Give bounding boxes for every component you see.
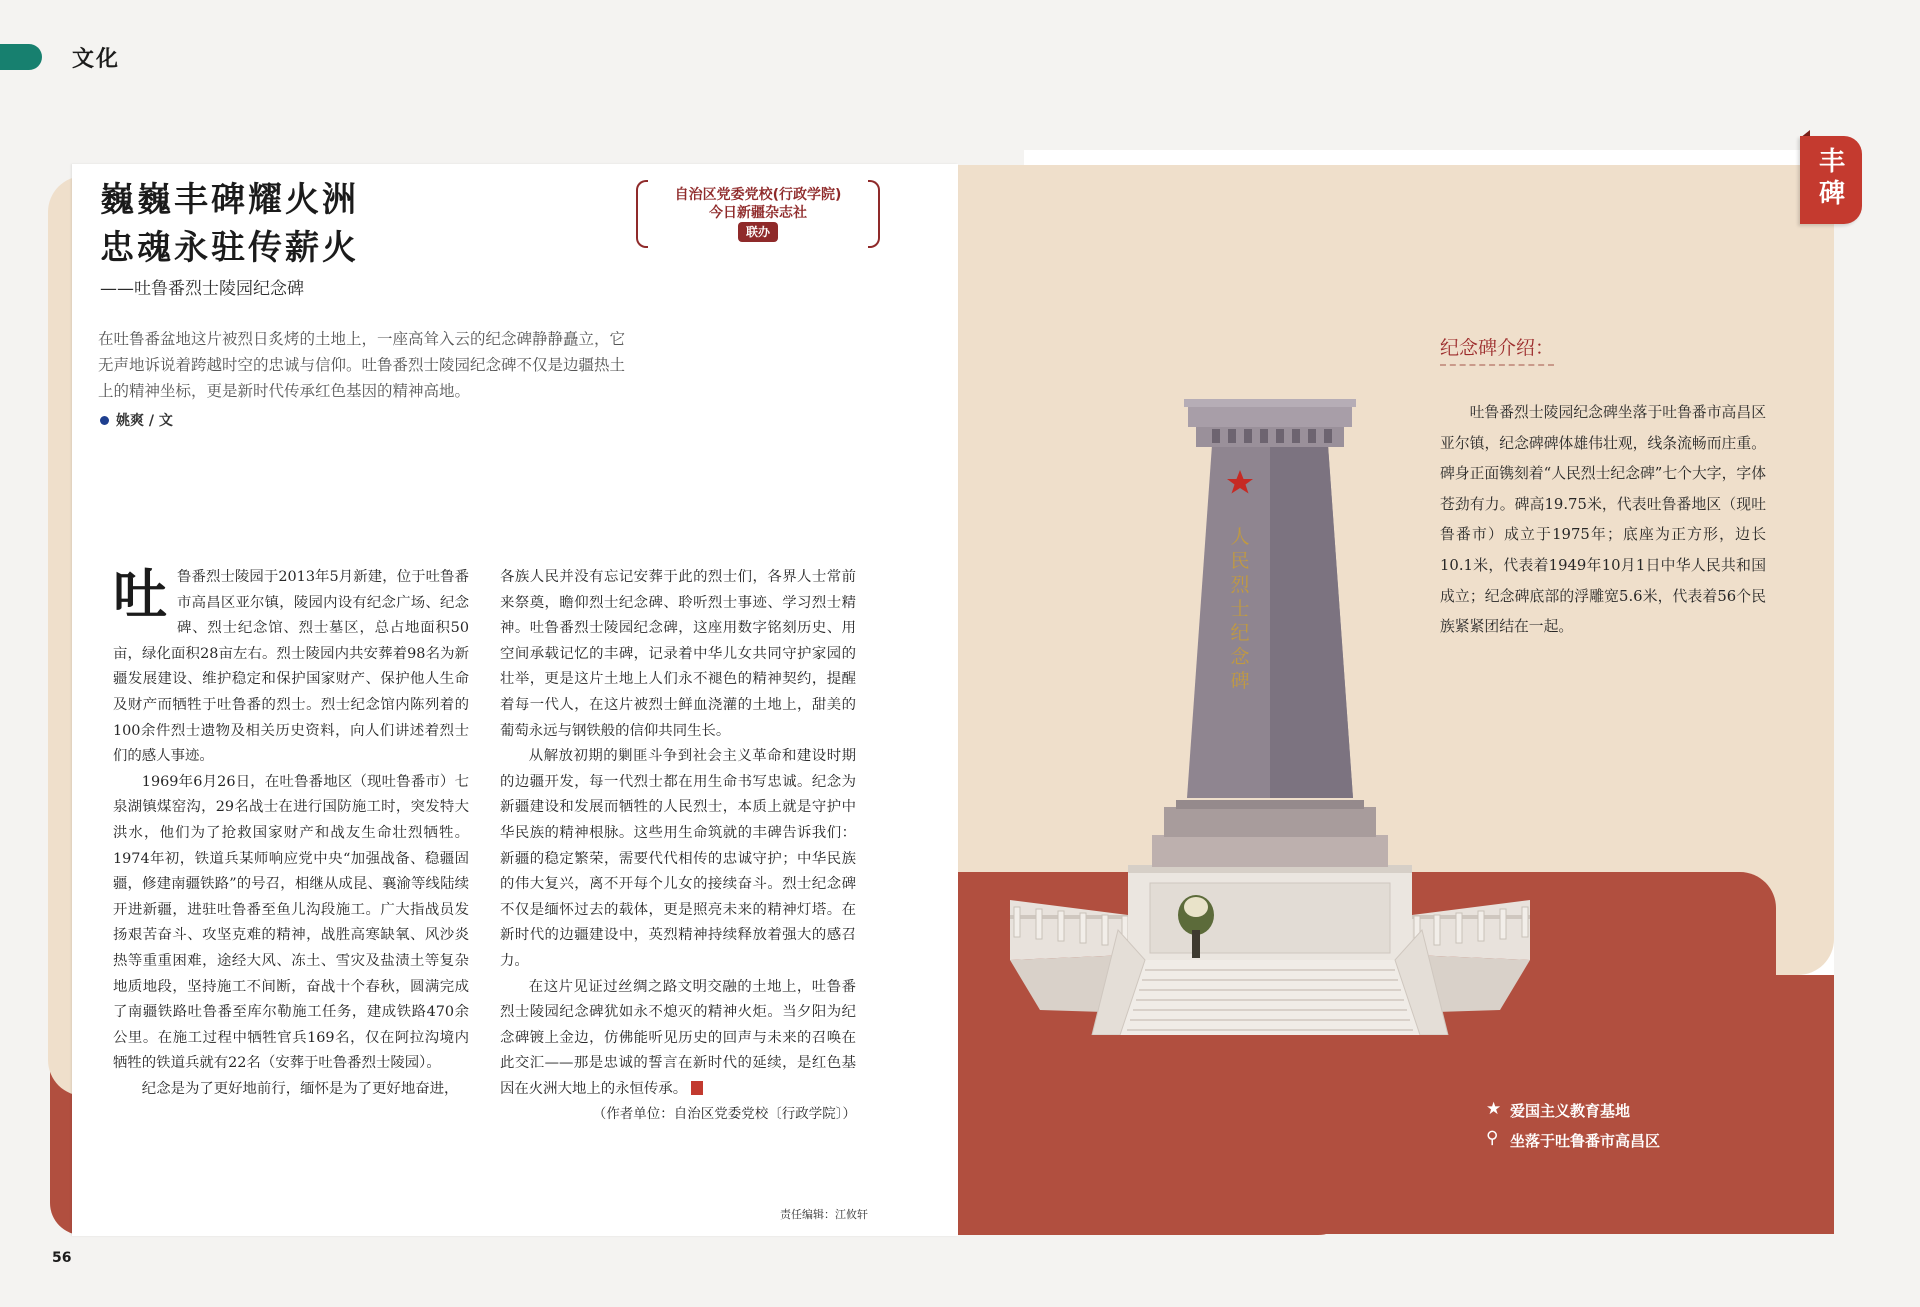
paragraph: 各族人民并没有忘记安葬于此的烈士们，各界人士常前来祭奠，瞻仰烈士纪念碑、聆听烈士事迹、学习烈士精神。吐鲁番烈士陵园纪念碑，这座用数字铭刻历史、用空间承载记忆的丰碑，记录着中华儿女共同守护家园的壮举，更是这片土地上人们永不褪色的精神契约，提醒着每一代人，在这片被烈士鲜血浇灌的土地上，甜美的葡萄永远与钢铁般的信仰共同生长。: [500, 569, 856, 739]
end-mark-icon: [691, 1081, 703, 1095]
inscription-char: 士: [1230, 598, 1250, 620]
monument-intro-heading: 纪念碑介绍：: [1440, 333, 1554, 366]
paragraph: 1969年6月26日，在吐鲁番地区（现吐鲁番市）七泉湖镇煤窑沟，29名战士在进行国防施工时，突发特大洪水，他们为了抢救国家财产和战友生命壮烈牺牲。1974年初，铁道兵某师响应党中央“加强战备、稳疆固疆，修建南疆铁路”的号召，相继从成昆、襄渝等线陆续开进新疆，进驻吐鲁番至鱼儿沟段施工。广大指战员发扬艰苦奋斗、攻坚克难的精神，战胜高寒缺氧、风沙炎热等重重困难，途经大风、冻土、雪灾及盐渍土等复杂地质地段，坚持施工不间断，奋战十个春秋，圆满完成了南疆铁路吐鲁番至库尔勒施工任务，建成铁路470余公里。在施工过程中牺牲官兵169名，仅在阿拉沟境内牺牲的铁道兵就有22名（安葬于吐鲁番烈士陵园）。: [113, 773, 469, 1072]
organizer-line-1: 自治区党委党校(行政学院): [674, 187, 842, 203]
inscription-char: 纪: [1230, 622, 1250, 644]
body-column-left: [113, 565, 469, 1102]
monument-pedestal-lower: [1152, 835, 1388, 867]
location-pin-icon: ⚲: [1486, 1128, 1499, 1148]
inscription-char: 人: [1230, 526, 1250, 548]
drop-cap: 吐: [113, 563, 167, 626]
responsible-editor: 责任编辑：江攸轩: [780, 1208, 868, 1221]
byline: 姚爽 / 文: [116, 413, 173, 429]
monument-inscription: [1230, 526, 1250, 692]
inscription-char: 念: [1230, 646, 1250, 668]
section-tab-marker: [0, 44, 42, 70]
article-subtitle: ——吐鲁番烈士陵园纪念碑: [100, 279, 304, 299]
monument-pedestal-upper: [1164, 807, 1376, 837]
feature-text-2: 坐落于吐鲁番市高昌区: [1510, 1132, 1661, 1150]
body-column-right: [500, 565, 856, 1128]
organizer-line-2: 今日新疆杂志社: [709, 205, 807, 221]
article-intro: 在吐鲁番盆地这片被烈日炙烤的土地上，一座高耸入云的纪念碑静静矗立，它无声地诉说着跨越时空的忠诚与信仰。吐鲁番烈士陵园纪念碑不仅是边疆热土上的精神坐标，更是新时代传承红色基因的精神高地。: [98, 330, 626, 400]
paragraph: 纪念是为了更好地前行，缅怀是为了更好地奋进，: [141, 1080, 459, 1097]
inscription-char: 烈: [1230, 574, 1250, 596]
article-title-line-1: 巍巍丰碑耀火洲: [100, 180, 359, 220]
author-unit: （作者单位：自治区党委党校〔行政学院〕）: [592, 1106, 856, 1123]
monument-description: 吐鲁番烈士陵园纪念碑坐落于吐鲁番市高昌区亚尔镇，纪念碑碑体雄伟壮观，线条流畅而庄重。碑身正面镌刻着“人民烈士纪念碑”七个大字，字体苍劲有力。碑高19.75米，代表吐鲁番地区（现吐鲁番市）成立于1975年；底座为正方形，边长10.1米，代表着1949年10月1日中华人民共和国成立；纪念碑底部的浮雕宽5.6米，代表着56个民族紧紧团结在一起。: [1440, 404, 1766, 636]
section-label: 文化: [72, 47, 121, 72]
paragraph-text: 鲁番烈士陵园于2013年5月新建，位于吐鲁番市高昌区亚尔镇，陵园内设有纪念广场、纪念碑、烈士纪念馆、烈士墓区，总占地面积50亩，绿化面积28亩左右。烈士陵园内共安葬着98名为新疆发展建设、维护稳定和保护国家财产、保护他人生命及财产而牺牲于吐鲁番的烈士。烈士纪念馆内陈列着的100余件烈士遗物及相关历史资料，向人们讲述着烈士们的感人事迹。: [113, 569, 469, 765]
monument-illustration: [1000, 395, 1540, 1035]
corner-tag-text: 丰碑: [1818, 147, 1845, 209]
article-title-line-2: 忠魂永驻传薪火: [100, 228, 359, 268]
paragraph: [113, 565, 469, 770]
organizer-badge: 联办: [738, 222, 778, 242]
paragraph: [500, 975, 856, 1103]
inscription-char: 碑: [1230, 670, 1250, 692]
byline-dot-icon: [100, 416, 109, 425]
inscription-char: 民: [1230, 550, 1250, 572]
star-icon: ★: [1486, 1099, 1502, 1119]
page-number: 56: [52, 1250, 72, 1266]
feature-text-1: 爱国主义教育基地: [1510, 1102, 1631, 1120]
paragraph: 从解放初期的剿匪斗争到社会主义革命和建设时期的边疆开发，每一代烈士都在用生命书写忠诚。纪念为新疆建设和发展而牺牲的人民烈士，本质上就是守护中华民族的精神根脉。这些用生命筑就的丰碑告诉我们：新疆的稳定繁荣，需要代代相传的忠诚守护；中华民族的伟大复兴，离不开每个儿女的接续奋斗。烈士纪念碑不仅是缅怀过去的载体，更是照亮未来的精神灯塔。在新时代的边疆建设中，英烈精神持续释放着强大的感召力。: [500, 748, 856, 969]
organizer-box: [636, 180, 880, 246]
paragraph-text: 在这片见证过丝绸之路文明交融的土地上，吐鲁番烈士陵园纪念碑犹如永不熄灭的精神火炬。当夕阳为纪念碑镀上金边，仿佛能听见历史的回声与未来的召唤在此交汇——那是忠诚的誓言在新时代的延续，是红色基因在火洲大地上的永恒传承。: [500, 978, 856, 1097]
